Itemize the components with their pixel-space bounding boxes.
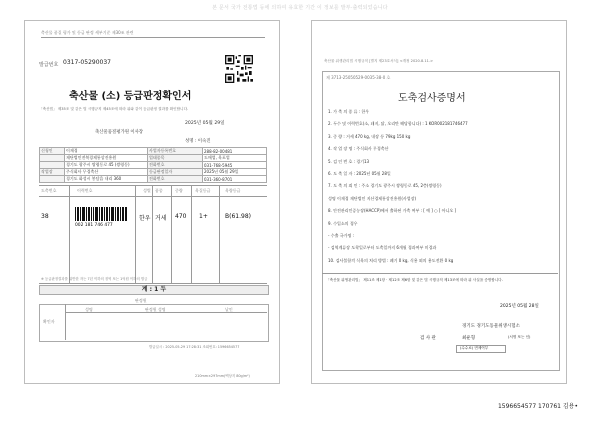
- item-3: 3. 중 량 : 거세 470 kg, 내장 등 79kg 150 kg: [328, 133, 411, 139]
- item-9b: - 검역계류장 도착일로부터 도축일까지 6개월 경과여부 미경과: [328, 245, 437, 251]
- applicant-table: 신청인 이재경 사업자등록번호 288-82-00481 재단법인전북경제통상진흥원 업태종목 도매업, 육포업 경기도 광주시 쌍령동로 45 (쌍령동) 전화번호 031-768-5945 작업장 주식회사 무경축산 등급판정일자 2025년 05월 29일 경기도 화성시 봉담읍 내리 360 전화번호 031-360-8701: [39, 147, 267, 183]
- issuer-name: 성명 : 이숙진: [185, 139, 211, 144]
- bottom-header: 판정원: [135, 298, 147, 303]
- col-yield-grade: 육량등급: [225, 188, 241, 193]
- legal-note: 「축산법」 제35조 및 같은 법 시행규칙 제45조에 따라 위와 같이 등급판정 결과를 확인합니다.: [39, 107, 189, 111]
- sex: 거세: [155, 215, 167, 222]
- item-9: 9. 수입소의 경우: [328, 220, 358, 226]
- left-header-note: 축산물 품질 평가 및 등급 판정 세부기준 제30조 관련: [41, 30, 134, 35]
- left-doc-title: 축산물 (소) 등급판정확인서: [69, 91, 192, 102]
- issue-number: 0317-05290037: [63, 59, 111, 66]
- quality-grade: 1+: [199, 213, 208, 220]
- item-9a: - 수출 국가명 :: [328, 232, 354, 238]
- col-slaughter-no: 도축번호: [41, 188, 57, 193]
- sig-label-name: 성명: [85, 307, 93, 312]
- slaughter-inspection-certificate-page: [311, 20, 567, 384]
- inspection-date: 2025년 05월 28일: [500, 304, 539, 309]
- item-7b: 성명 이재경 재단법인 지산경제통상진흥원(사업장): [328, 195, 417, 201]
- yield-grade: B(61.98): [225, 213, 251, 220]
- legend-note: ※ 등급판정결과를 위반한 자는 7년 이하의 징역 또는 1억원 이하의 벌금: [41, 277, 148, 281]
- col-sex: 성별: [143, 188, 151, 193]
- col-breed: 품종: [155, 188, 163, 193]
- issue-timestamp: 발급일시 : 2025-05-29 17:28:31 조회번호: 1596654577: [149, 345, 240, 349]
- inspection-items: [328, 109, 468, 270]
- item-1: 1. 가 축 의 종 류 : 한우: [328, 109, 370, 114]
- col-quality-grade: 육질등급: [195, 188, 211, 193]
- item-8: 8. 안전관리인증농장(HACCP)에서 출하된 가축 여부 : [ 예 ] ○ [ 아니오 ]: [328, 208, 457, 214]
- breed: 한우: [139, 215, 151, 222]
- sheet-size: 210mm×297mm(백상지 80g/m²): [195, 374, 250, 378]
- inspector-office: 경기도 경기도동물위생시험소: [462, 324, 520, 329]
- item-4: 4. 작 업 장 명 : 주식회사 무경축산: [328, 146, 389, 152]
- trace-number: 002 181 746 477: [75, 223, 113, 228]
- item-5: 5. 검 인 번 호 : 경기13: [328, 158, 370, 164]
- inspector-title: 검 사 관: [420, 336, 436, 341]
- right-doc-title: 도축검사증명서: [398, 93, 466, 104]
- issuer: 축산물품질평가원 이사장: [95, 130, 144, 135]
- top-notice: 본 문서 국가 전통법 등에 의하여 유효한 기간 이 정보를 발부·출력되었습니다: [212, 5, 388, 11]
- fee-label: (수수료) 면제여부: [460, 346, 489, 350]
- right-header-note: 축산물 위생관리법 시행규칙 [별지 제23호서식] <개정 2020.8.11.>: [324, 59, 434, 63]
- sig-label-grader: 판정원 성명: [145, 307, 166, 312]
- grading-certificate-page: [24, 20, 280, 384]
- item-7: 7. 도 축 의 뢰 인 : 주소 경기도 광주시 쌍령동로 45, 2층(쌍령동): [328, 183, 442, 189]
- item-10: 10. 검사불합격 식육의 처리 방법 : 폐기 0 kg, 식용 외의 용도전환 0 kg: [328, 257, 454, 263]
- issue-date: 2025년 05월 29일: [185, 121, 225, 126]
- carcass-weight: 470: [175, 213, 187, 220]
- qr-code-icon: [225, 55, 253, 83]
- seal-placeholder: (서명 또는 인): [508, 335, 531, 339]
- item-6: 6. 도 축 일 자 : 2025년 05월 28일: [328, 170, 391, 176]
- inspector-name: 최운형: [462, 336, 476, 341]
- slaughter-number: 38: [41, 213, 49, 220]
- legal-basis-note: 「축산물 위생관리법」 제11조 제1항 · 제12조 제6항 및 같은 법 시행규칙 제13조에 따라 위 사실을 증명합니다.: [326, 278, 503, 282]
- issue-label: 발급번호: [39, 62, 59, 68]
- col-trace-no: 이력번호: [77, 188, 93, 193]
- col-weight: 중량: [175, 188, 183, 193]
- item-2: 2. 두수 및 이력번호(소, 돼지, 닭, 오리만 해당합니다) : 1 KOR002181746477: [328, 121, 468, 127]
- sig-label-seal: 날인: [225, 307, 233, 312]
- doc-number: 제 3713-25050529-0035-38-0 호: [326, 75, 391, 80]
- footer-id: 1596654577 170761 김용•: [497, 403, 578, 410]
- total-count-bar: 계 : 1 두: [39, 285, 269, 295]
- barcode-icon: [75, 207, 127, 221]
- sig-label-checker: 확인자: [43, 319, 55, 324]
